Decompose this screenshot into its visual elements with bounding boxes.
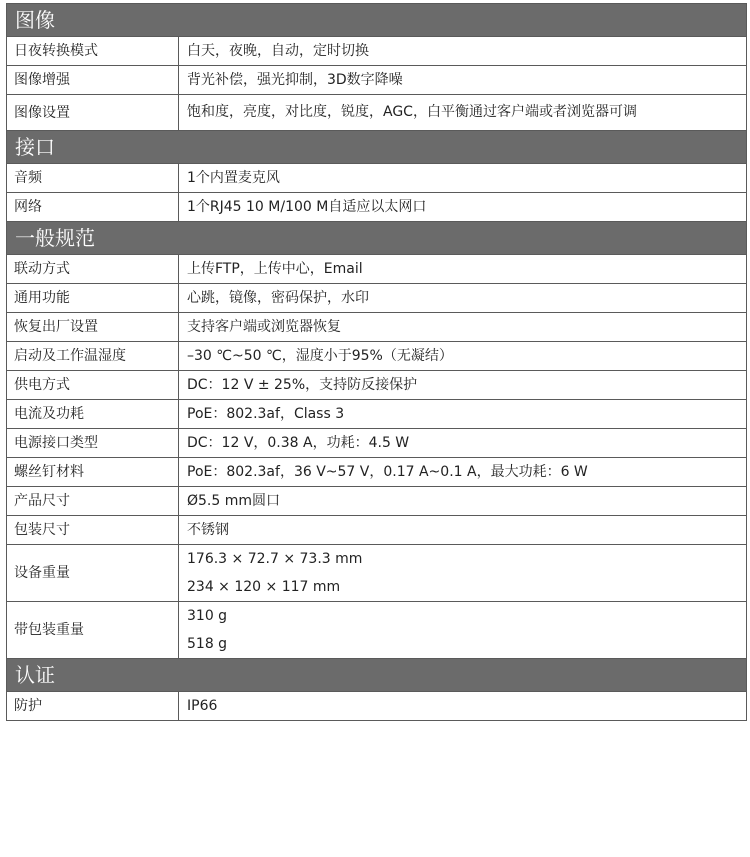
spec-table-body — [7, 4, 747, 721]
spec-value-line: Ø5.5 mm圆口 — [187, 493, 281, 509]
section-header-row — [7, 131, 747, 164]
spec-value-line: 心跳，镜像，密码保护，水印 — [187, 290, 369, 306]
section-title: 一般规范 — [7, 222, 747, 255]
spec-value — [179, 342, 747, 371]
spec-value-line: 518 g — [187, 636, 228, 652]
spec-value-line: 饱和度，亮度，对比度，锐度，AGC，白平衡通过客户端或者浏览器可调 — [187, 104, 637, 120]
spec-row — [7, 487, 747, 516]
spec-label: 螺丝钉材料 — [7, 458, 179, 487]
spec-value-line: 不锈钢 — [187, 522, 229, 538]
spec-row — [7, 313, 747, 342]
spec-label: 带包装重量 — [7, 602, 179, 659]
spec-value — [179, 95, 747, 131]
section-header-row — [7, 222, 747, 255]
spec-label: 音频 — [7, 164, 179, 193]
spec-row — [7, 95, 747, 131]
spec-value-line: 支持客户端或浏览器恢复 — [187, 319, 341, 335]
spec-row — [7, 545, 747, 602]
spec-row — [7, 692, 747, 721]
spec-value — [179, 458, 747, 487]
spec-label: 防护 — [7, 692, 179, 721]
spec-value — [179, 164, 747, 193]
spec-value-line: PoE：802.3af，36 V~57 V，0.17 A~0.1 A，最大功耗：6 W — [187, 464, 588, 480]
spec-value — [179, 371, 747, 400]
spec-row — [7, 66, 747, 95]
spec-row — [7, 516, 747, 545]
spec-value — [179, 284, 747, 313]
spec-value — [179, 255, 747, 284]
spec-label: 启动及工作温湿度 — [7, 342, 179, 371]
spec-label: 电源接口类型 — [7, 429, 179, 458]
spec-value-line: 背光补偿，强光抑制，3D数字降噪 — [187, 72, 403, 88]
spec-label: 网络 — [7, 193, 179, 222]
spec-label: 日夜转换模式 — [7, 37, 179, 66]
spec-value-line: 白天，夜晚，自动，定时切换 — [187, 43, 369, 59]
spec-value — [179, 602, 747, 659]
spec-value-line: 234 × 120 × 117 mm — [187, 579, 341, 595]
spec-value — [179, 692, 747, 721]
spec-row — [7, 284, 747, 313]
spec-value-line: –30 ℃~50 ℃，湿度小于95%（无凝结） — [187, 348, 453, 364]
spec-value-line: 1个RJ45 10 M/100 M自适应以太网口 — [187, 199, 427, 215]
spec-value — [179, 193, 747, 222]
spec-label: 包装尺寸 — [7, 516, 179, 545]
spec-value — [179, 545, 747, 602]
spec-row — [7, 400, 747, 429]
spec-row — [7, 602, 747, 659]
spec-value-line: IP66 — [187, 698, 218, 714]
spec-row — [7, 37, 747, 66]
spec-row — [7, 342, 747, 371]
spec-label: 电流及功耗 — [7, 400, 179, 429]
spec-row — [7, 193, 747, 222]
section-header-row — [7, 659, 747, 692]
spec-label: 供电方式 — [7, 371, 179, 400]
spec-value-line: 上传FTP，上传中心，Email — [187, 261, 363, 277]
spec-value — [179, 400, 747, 429]
spec-value-line: PoE：802.3af，Class 3 — [187, 406, 345, 422]
spec-value-line: 176.3 × 72.7 × 73.3 mm — [187, 551, 363, 567]
spec-value-line: 310 g — [187, 608, 228, 624]
spec-label: 产品尺寸 — [7, 487, 179, 516]
spec-value — [179, 66, 747, 95]
spec-label: 图像设置 — [7, 95, 179, 131]
spec-label: 图像增强 — [7, 66, 179, 95]
section-title: 接口 — [7, 131, 747, 164]
spec-value-line: DC：12 V ± 25%，支持防反接保护 — [187, 377, 418, 393]
spec-value-line: 1个内置麦克风 — [187, 170, 280, 186]
section-header-row — [7, 4, 747, 37]
spec-row — [7, 164, 747, 193]
spec-row — [7, 458, 747, 487]
section-title: 图像 — [7, 4, 747, 37]
spec-value — [179, 313, 747, 342]
spec-row — [7, 371, 747, 400]
spec-table — [6, 3, 747, 721]
section-title: 认证 — [7, 659, 747, 692]
spec-row — [7, 429, 747, 458]
spec-row — [7, 255, 747, 284]
spec-value-line: DC：12 V，0.38 A，功耗：4.5 W — [187, 435, 410, 451]
spec-value — [179, 487, 747, 516]
spec-label: 联动方式 — [7, 255, 179, 284]
spec-value — [179, 429, 747, 458]
spec-value — [179, 516, 747, 545]
spec-value — [179, 37, 747, 66]
spec-label: 通用功能 — [7, 284, 179, 313]
spec-label: 设备重量 — [7, 545, 179, 602]
spec-label: 恢复出厂设置 — [7, 313, 179, 342]
